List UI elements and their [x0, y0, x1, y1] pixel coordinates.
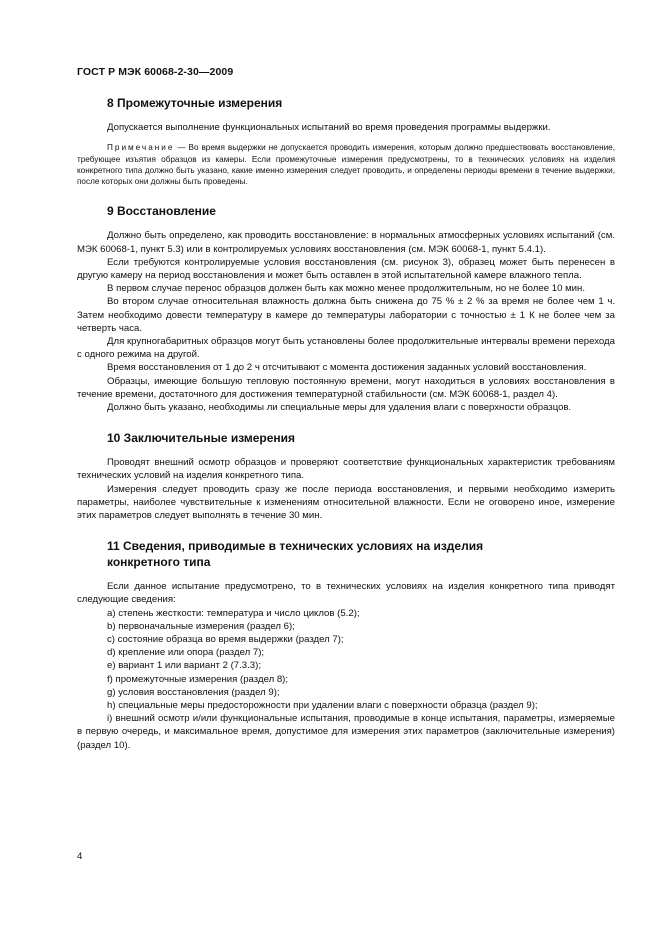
- section-9-paragraph: Должно быть определено, как проводить восстановление: в нормальных атмосферных условиях испытаний (см. МЭК 60068-1, пункт 5.3) или в контролируемых условиях восстановления (см. МЭК 60068-1, пункт 5.4.1).: [77, 230, 615, 255]
- section-9-paragraph: Время восстановления от 1 до 2 ч отсчитывают с момента достижения заданных условий восстановления.: [107, 362, 587, 374]
- list-item: d) крепление или опора (раздел 7);: [107, 647, 265, 659]
- section-11-title: 11 Сведения, приводимые в технических условиях на изделия: [107, 539, 484, 554]
- section-9-paragraph: Образцы, имеющие большую тепловую постоянную времени, могут находиться в условиях восстановления в течение времени, достаточного для достижения температурной стабильности (см. МЭК 60068-1, раздел 4).: [77, 375, 615, 400]
- section-8-paragraph: Допускается выполнение функциональных испытаний во время проведения программы выдержки.: [107, 122, 551, 133]
- section-9: [77, 203, 615, 414]
- page-number: 4: [77, 851, 83, 862]
- list-item: c) состояние образца во время выдержки (раздел 7);: [107, 634, 344, 646]
- section-8-title: 8 Промежуточные измерения: [107, 96, 283, 110]
- document-body: [77, 95, 615, 752]
- section-8: [77, 95, 615, 187]
- section-9-paragraph: Если требуются контролируемые условия восстановления (см. рисунок 3), образец может быть перенесен в другую камеру на период восстановления и может быть оставлен в этой испытательной камере влажного тепла.: [77, 256, 615, 281]
- section-9-paragraph: В первом случае перенос образцов должен быть как можно менее продолжительным, но не более 10 мин.: [107, 283, 585, 295]
- section-9-paragraph: Для крупногабаритных образцов могут быть установлены более продолжительные интервалы времени перехода с одного режима на другой.: [77, 336, 615, 361]
- note-text: — Во время выдержки не допускается проводить измерения, которым должно предшествовать восстановление, требующее изъятия образцов из камеры. Если промежуточные измерения предусмотрены, то в технических условиях на изделия конкретного типа должно быть указано, какие именно измерения следует проводить, и определены периоды времени в течение выдержки, после которых они должны быть проведены.: [77, 143, 615, 187]
- list-item: b) первоначальные измерения (раздел 6);: [107, 620, 295, 632]
- list-item: f) промежуточные измерения (раздел 8);: [107, 673, 289, 685]
- list-item: i) внешний осмотр и/или функциональные испытания, проводимые в конце испытания, параметры, измеряемые в первую очередь, и максимальное время, допустимое для измерения этих параметров (заключительные измерения) (раздел 10).: [77, 713, 615, 751]
- document-header: ГОСТ Р МЭК 60068-2-30—2009: [77, 66, 234, 78]
- section-9-paragraph: Должно быть указано, необходимы ли специальные меры для удаления влаги с поверхности образцов.: [107, 402, 572, 414]
- note-label: Примечание: [107, 143, 175, 153]
- section-11-title-line2: конкретного типа: [107, 555, 211, 570]
- section-10-title: 10 Заключительные измерения: [107, 431, 296, 446]
- section-10-paragraph: Проводят внешний осмотр образцов и проверяют соответствие функциональных характеристик требованиям технических условий на изделия конкретного типа.: [77, 457, 615, 482]
- list-item: e) вариант 1 или вариант 2 (7.3.3);: [107, 660, 261, 672]
- section-10: [77, 430, 615, 522]
- section-11-intro: Если данное испытание предусмотрено, то в технических условиях на изделия конкретного типа приводят следующие сведения:: [77, 581, 615, 606]
- list-item: a) степень жесткости: температура и число циклов (5.2);: [107, 607, 360, 619]
- section-8-note: [77, 142, 615, 187]
- section-9-title: 9 Восстановление: [107, 204, 216, 219]
- section-10-paragraph: Измерения следует проводить сразу же после периода восстановления, и первыми необходимо измерить параметры, наиболее чувствительные к изменениям относительной влажности. Если не оговорено иное, измерение этих параметров следует выполнять в течение 30 мин.: [77, 483, 615, 522]
- section-9-paragraph: Во втором случае относительная влажность должна быть снижена до 75 % ± 2 % за время не более чем 1 ч. Затем необходимо довести температуру в камере до температуры лаборатории с точностью ± 1 К не более чем за четверть часа.: [77, 296, 615, 334]
- section-11: [77, 538, 615, 752]
- list-item: g) условия восстановления (раздел 9);: [107, 686, 280, 698]
- list-item: h) специальные меры предосторожности при удалении влаги с поверхности образца (раздел 9);: [107, 700, 538, 712]
